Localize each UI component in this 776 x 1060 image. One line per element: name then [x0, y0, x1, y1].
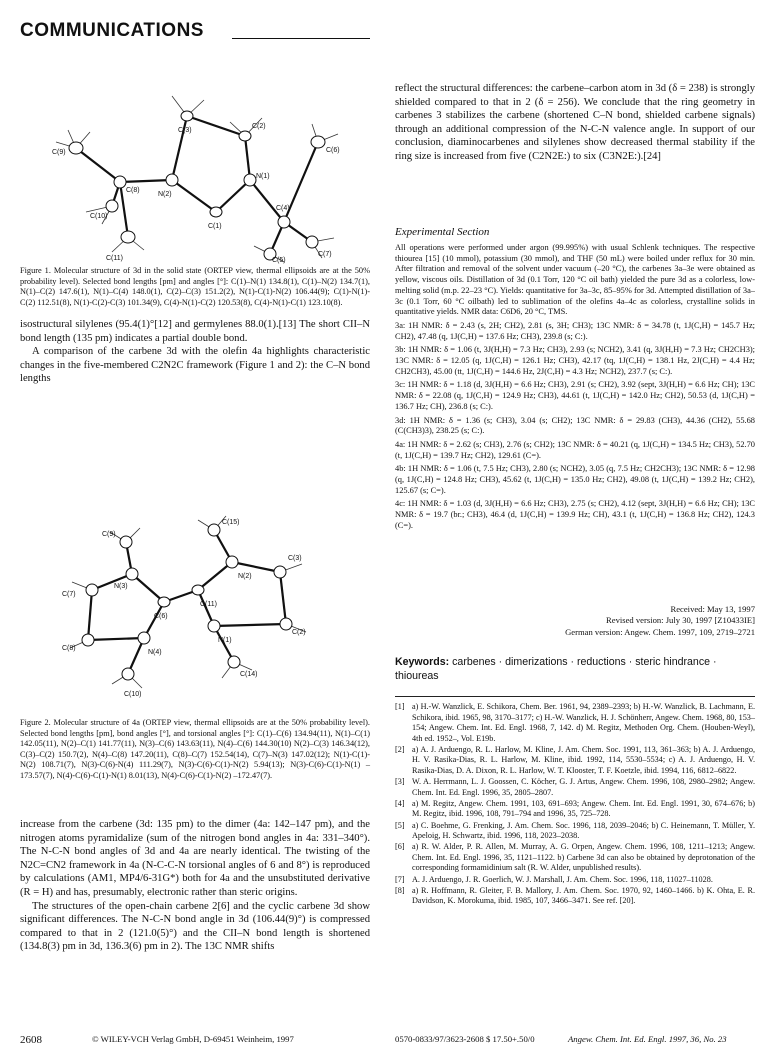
nmr-data-4a: 4a: 1H NMR: δ = 2.62 (s; CH3), 2.76 (s; CH2); 13C NMR: δ = 40.21 (q, 1J(C,H) = 134.5 Hz; CH3), 52.70 (t, 1J(C,H) = 139.7 Hz; CH2), 129.61 (C=). [395, 439, 755, 460]
reference-number: [4] [395, 798, 405, 808]
keywords [395, 656, 755, 683]
nmr-data-4c: 4c: 1H NMR: δ = 1.03 (d, 3J(H,H) = 6.6 Hz; CH3), 2.75 (s; CH2), 4.12 (sept, 3J(H,H) = 6.6 Hz; CH); 13C NMR: δ = 19.7 (br.; CH3), 46.4 (d, 1J(C,H) = 139.9 Hz; CH), 43.1 (t, 1J(C,H) = 136.8 Hz; CH2), 124.3 (C=). [395, 499, 755, 530]
german-version: German version: Angew. Chem. 1997, 109, 2719–2721 [565, 626, 755, 637]
received-date: Received: May 13, 1997 [670, 604, 755, 614]
paragraph: The structures of the open-chain carbene 2[6] and the cyclic carbene 3d show significant differences. The N-C-N bond angle in 3d (106.44(9)°) is compressed compared to that in 2 (121.0(5)°) and the CII–N bond length is shortened (134.8(3) pm in 3d, 136.3(6) pm in 2). The 13C NMR shifts [20, 900, 370, 953]
paragraph: increase from the carbene (3d: 135 pm) to the dimer (4a: 142–147 pm), and the nitrogen atoms pyramidalize (sum of the nitrogen bond angles in 4a: 331–340°). The N-C-N bond angles of 3d and 4a are nearly identical. The twisting of the N2C=CN2 framework in 4a (N-C-C-N torsional angles of 6 and 8°) is reproduced by calculations (AM1, MP4/6-31G*) both for 4a and the unsubstituted derivative (R = H) and has, presumably, electronic rather than steric origins. [20, 819, 370, 898]
atom-label: N(2) [238, 573, 252, 580]
atom-label: C(3) [288, 555, 302, 562]
reference-number: [7] [395, 874, 405, 884]
atom-label: C(11) [106, 255, 123, 262]
atom-label: N(1) [256, 173, 270, 180]
paragraph: isostructural silylenes (95.4(1)°[12] and germylenes 88.0(1).[13] The short CII–N bond length (135 pm) indicates a partial double bond. [20, 319, 370, 344]
paragraph: A comparison of the carbene 3d with the olefin 4a highlights characteristic changes in the five-membered C2N2C framework (Figure 1 and 2): the C–N bond lengths [20, 346, 370, 385]
atom-label: N(4) [148, 649, 162, 656]
left-column-top [20, 318, 370, 386]
right-column-intro [395, 82, 755, 164]
nmr-data-3c: 3c: 1H NMR: δ = 1.18 (d, 3J(H,H) = 6.6 Hz; CH3), 2.91 (s; CH2), 3.92 (sept, 3J(H,H) = 6.6 Hz; CH); 13C NMR: δ = 22.08 (q, 1J(C,H) = 124.9 Hz; CH3), 44.61 (t, 1J(C,H) = 142.0 Hz; CH2), 50.53 (d, 1J(C,H) = 136.7 Hz; CH), 236.8 (s; C:). [395, 380, 755, 411]
atom-label: C(8) [62, 645, 76, 652]
reference-item [395, 799, 755, 820]
atom-label: C(9) [52, 149, 66, 156]
footer-publisher: © WILEY-VCH Verlag GmbH, D-69451 Weinheim, 1997 [92, 1034, 294, 1044]
nmr-data-4b: 4b: 1H NMR: δ = 1.06 (t, 7.5 Hz; CH3), 2.80 (s; NCH2), 3.05 (q, 7.5 Hz; CH2CH3); 13C NMR: δ = 12.98 (q, 1J(C,H) = 124.8 Hz; CH3), 45.62 (t, 1J(C,H) = 135.0 Hz; CH2), 49.08 (t, 1J(C,H) = 139.2 Hz; CH2), 125.67 (s; C=). [395, 464, 755, 495]
header-rule [232, 38, 370, 39]
reference-text: a) H.-W. Wanzlick, E. Schikora, Chem. Ber. 1961, 94, 2389–2393; b) H.-W. Wanzlick, B. Lachmann, E. Schikora, ibid. 1965, 98, 3170–3177; c) H.-W. Wanzlick, H. J. Schönherr, Angew. Chem. 1968, 80, 153–154; Angew. Chem. Int. Ed. Engl. 1968, 7, 142. d) M. Regitz, Methoden Org. Chem. (Houben-Weyl), 4th ed. 1952–, Vol. E19b. [412, 702, 755, 743]
atom-label: C(9) [102, 531, 116, 538]
reference-item [395, 821, 755, 842]
reference-item [395, 842, 755, 874]
atom-label: C(6) [326, 147, 340, 154]
reference-number: [1] [395, 702, 405, 711]
nmr-data-3b: 3b: 1H NMR: δ = 1.06 (t, 3J(H,H) = 7.3 Hz; CH3), 2.93 (s; NCH2), 3.41 (q, 3J(H,H) = 7.3 Hz; CH2CH3); 13C NMR: δ = 12.05 (q, 1J(C,H) = 126.1 Hz; CH3), 42.17 (tq, 1J(C,H) = 138.1 Hz, 2J(C,H) = 4.4 Hz; CH2CH3), 45.00 (tt, 1J(C,H) = 144.6 Hz, 2J(C,H) = 4.3 Hz; NCH2), 237.7 (s; C:). [395, 345, 755, 376]
reference-item [395, 875, 755, 886]
keywords-label: Keywords: [395, 656, 450, 668]
reference-item [395, 886, 755, 907]
reference-item [395, 745, 755, 777]
references-list [395, 702, 755, 907]
reference-text: A. J. Arduengo, J. R. Goerlich, W. J. Marshall, J. Am. Chem. Soc. 1996, 118, 11027–11028. [412, 874, 713, 884]
left-column-bottom [20, 818, 370, 954]
footer-journal: Angew. Chem. Int. Ed. Engl. 1997, 36, No. 23 [568, 1034, 727, 1044]
reference-number: [5] [395, 820, 405, 830]
reference-text: a) M. Regitz, Angew. Chem. 1991, 103, 691–693; Angew. Chem. Int. Ed. Engl. 1991, 30, 674–676; b) M. Regitz, ibid. 1996, 108, 791–794 and 1996, 35, 725–728. [412, 798, 755, 819]
reference-text: a) C. Boehme, G. Frenking, J. Am. Chem. Soc. 1996, 118, 2039–2046; b) C. Heinemann, T. Müller, Y. Apeloig, H. Schwartz, ibid. 1996, 118, 2023–2038. [412, 820, 755, 841]
reference-number: [2] [395, 744, 405, 754]
atom-label: N(1) [218, 637, 232, 644]
experimental-section-title: Experimental Section [395, 226, 490, 238]
experimental-general: All operations were performed under argon (99.995%) with usual Schlenk techniques. The respective thiourea [15] (10 mmol), potassium (30 mmol), and THF (50 mL) were boiled under reflux for 30 min. After filtration and removal of the solvent under vacuum (–20 °C), the carbenes 3a–3e were obtained as yellow, viscous oils. Distillation of 3d (0.1 Torr, 120 °C oil bath) yielded the pure 3d as a colorless, low-melting solid (m.p. 22–23 °C). Yields: quantitative for 3a–3c, 85–95% for 3d. Attempted distillation of 3a–3c (0.1 Torr, 60 °C oilbath) led to sublimation of the olefins 4a–4c as colorless, crystalline solids in quantitative yields. NMR data: C6D6, 20 °C, TMS. [395, 243, 755, 317]
atom-label: C(14) [240, 671, 258, 678]
reference-number: [8] [395, 885, 405, 895]
experimental-section [395, 243, 755, 532]
atom-label: C(8) [126, 187, 140, 194]
atom-label: C(3) [178, 127, 192, 134]
reference-text: a) R. W. Alder, P. R. Allen, M. Murray, A. G. Orpen, Angew. Chem. 1996, 108, 1211–1213; Angew. Chem. Int. Ed. Engl. 1996, 35, 1121–1122. b) Carbene 3d can also be obtained by deprotonation of the corresponding formamidinium salt (R. W. Alder, unpublished results). [412, 842, 755, 873]
reference-text: a) R. Hoffmann, R. Gleiter, F. B. Mallory, J. Am. Chem. Soc. 1970, 92, 1460–1466. b) K. Ohta, E. R. Davidson, K. Morokuma, ibid. 1985, 107, 3466–3471. See ref. [20]. [412, 885, 755, 906]
reference-number: [3] [395, 777, 405, 787]
figure-2-ortep [22, 502, 357, 702]
atom-label: C(4) [276, 205, 290, 212]
footer-code: 0570-0833/97/3623-2608 $ 17.50+.50/0 [395, 1034, 535, 1044]
atom-label: C(11) [200, 601, 217, 608]
reference-text: a) A. J. Arduengo, R. L. Harlow, M. Kline, J. Am. Chem. Soc. 1991, 113, 361–363; b) A. J. Arduengo, H. V. Rasika-Dias, R. L. Harlow, M. Kline, ibid. 1992, 114, 5530–5534; c) A. J. Arduengo, H. V. Rasika-Dias, D. A. Dixon, R. L. Harlow, W. T. Klooster, T. F. Koetzle, ibid. 1994, 116, 6812–6822. [412, 744, 755, 776]
atom-label: N(2) [158, 191, 172, 198]
nmr-data-3a: 3a: 1H NMR: δ = 2.43 (s, 2H; CH2), 2.81 (s, 3H; CH3); 13C NMR: δ = 34.78 (t, 1J(C,H) = 145.7 Hz; CH2), 47.48 (q, 1J(C,H) = 137.6 Hz; CH3), 239.8 (s; C:). [395, 320, 755, 341]
revised-date: Revised version: July 30, 1997 [Z10433IE] [606, 615, 755, 626]
paragraph: reflect the structural differences: the carbene–carbon atom in 3d (δ = 238) is strongly shielded compared to that in 2 (δ = 256). We conclude that the ring geometry in carbenes 3 stabilizes the carbene (shortened C–N bond, shielded carbene signals) through an additional compression of the N-C-N valence angle. In support of our conclusion, diaminocarbenes and silylenes show decreased thermal stability if the ring size is increased from five (C2N2E:) to six (C3N2E:).[24] [395, 83, 755, 162]
received-dates [395, 604, 755, 638]
page-number: 2608 [20, 1034, 42, 1046]
atom-label: C(2) [292, 629, 306, 636]
reference-item [395, 777, 755, 798]
atom-label: C(2) [252, 123, 266, 130]
atom-label: C(15) [222, 519, 240, 526]
reference-number: [6] [395, 842, 405, 852]
footer [20, 1034, 42, 1046]
keywords-list: carbenes · dimerizations · reductions · steric hindrance · thioureas [395, 656, 717, 682]
figure-2-caption: Figure 2. Molecular structure of 4a (ORTEP view, thermal ellipsoids are at the 50% probability level). Selected bond lengths [pm], bond angles [°], and torsional angles [°]: C(1)–C(6) 134.94(11), N(1)–C(1) 142.05(11), N(2)–C(1) 141.77(11), N(3)–C(6) 143.63(11), N(4)–C(6) 144.30(10) N(2)–C(3) 146.34(12), C(3)–C(2) 150.7(2), N(4)–C(8) 147.20(11), C(8)–C(7) 152.54(14), C(7)–N(3) 147.02(12); N(1)-C(1)-N(2) 108.71(7), N(3)-C(6)-N(4) 111.29(7), N(3)-C(6)-C(1)-N(2) 5.94(13); N(3)-C(6)-C(1)-N(1) –173.57(7), N(4)-C(6)-C(1)-N(1) 8.01(13), N(4)-C(6)-C(1)-N(2) –172.47(7). [20, 718, 370, 780]
nmr-data-3d: 3d: 1H NMR: δ = 1.36 (s; CH3), 3.04 (s; CH2); 13C NMR: δ = 29.83 (CH3), 44.36 (CH2), 55.68 (C(CH3)3), 238.25 (s; C:). [395, 415, 755, 436]
atom-label: N(3) [114, 583, 128, 590]
section-header: COMMUNICATIONS [20, 20, 204, 41]
atom-label: C(6) [154, 613, 168, 620]
figure-1-ortep [22, 82, 357, 264]
reference-text: W. A. Herrmann, L. J. Goossen, C. Köcher, G. J. Artus, Angew. Chem. 1996, 108, 2980–2982; Angew. Chem. Int. Ed. Engl. 1996, 35, 2805–2807. [412, 777, 755, 797]
atom-label: C(10) [124, 691, 142, 698]
atom-label: C(1) [208, 223, 222, 230]
reference-item [395, 702, 755, 744]
atom-label: C(7) [62, 591, 76, 598]
atom-label: C(7) [318, 251, 332, 258]
figure-1-caption: Figure 1. Molecular structure of 3d in the solid state (ORTEP view, thermal ellipsoids are at the 50% probability level). Selected bond lengths [pm] and angles [°]: C(1)–N(1) 134.8(1), C(1)–N(2) 134.7(1), N(1)–C(2) 147.6(1), N(1)–C(4) 148.0(1), C(2)–C(3) 151.2(2), N(1)-C(1)-N(2) 106.44(9); C(1)-N(1)-C(2) 112.51(8), N(1)-C(2)-C(3) 101.34(9), C(4)-N(1)-C(2) 120.53(8), C(4)-N(1)-C(1) 123.10(8). [20, 266, 370, 307]
references-rule [395, 696, 755, 697]
atom-label: C(5) [272, 257, 286, 264]
atom-label: C(10) [90, 213, 108, 220]
